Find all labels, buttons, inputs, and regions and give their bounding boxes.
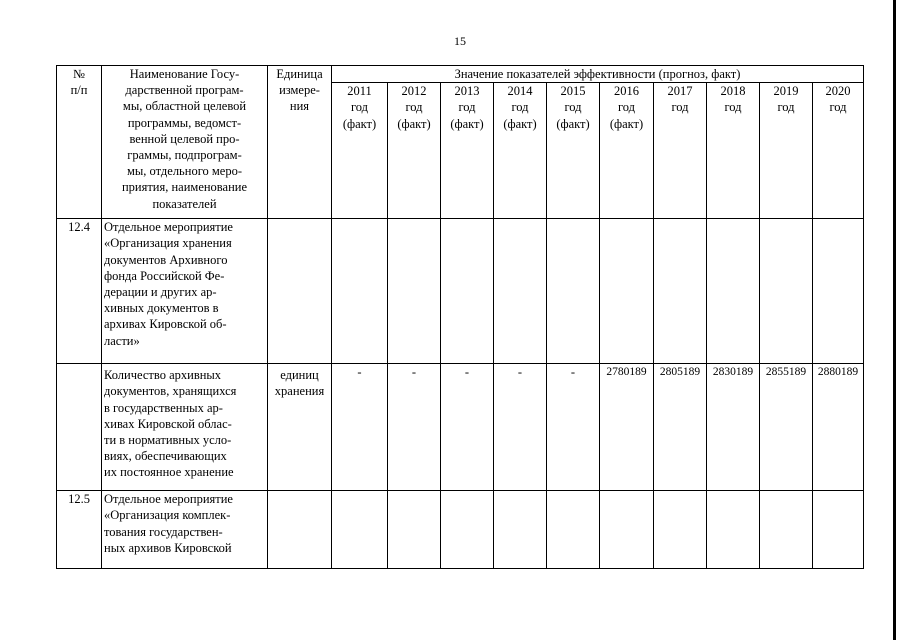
table-row — [57, 491, 864, 569]
value-cell: 2830189 — [707, 364, 760, 491]
col-header-name: Наименование Госу- дарственной програм- мы, областной целевой программы, ведомст- венной целевой про- граммы, подпрограм- мы, отдельного меро- приятия, наименование показателей — [102, 66, 268, 219]
indicators-table — [56, 65, 864, 569]
header-row-top — [57, 66, 864, 83]
year-header: 2018 год — [707, 83, 760, 219]
row-unit — [268, 219, 332, 364]
value-cell — [654, 491, 707, 569]
year-header: 2012 год (факт) — [388, 83, 441, 219]
row-name: Количество архивных документов, хранящихся в государственных ар- хивах Кировской облас- ти в нормативных усло- виях, обеспечивающих их постоянное хранение — [102, 364, 268, 491]
value-cell — [332, 219, 388, 364]
row-number: 12.4 — [57, 219, 102, 364]
value-cell: - — [441, 364, 494, 491]
value-cell: 2880189 — [813, 364, 864, 491]
value-cell — [441, 491, 494, 569]
page-edge-bar — [893, 0, 896, 640]
value-cell — [332, 491, 388, 569]
value-cell: 2780189 — [600, 364, 654, 491]
page-number: 15 — [454, 34, 466, 48]
value-cell — [547, 491, 600, 569]
year-header: 2011 год (факт) — [332, 83, 388, 219]
row-number: 12.5 — [57, 491, 102, 569]
year-header: 2017 год — [654, 83, 707, 219]
year-header: 2015 год (факт) — [547, 83, 600, 219]
value-cell: - — [547, 364, 600, 491]
value-cell — [813, 491, 864, 569]
value-cell — [494, 219, 547, 364]
year-header: 2013 год (факт) — [441, 83, 494, 219]
year-header: 2014 год (факт) — [494, 83, 547, 219]
value-cell — [760, 219, 813, 364]
col-header-num: № п/п — [57, 66, 102, 219]
row-number — [57, 364, 102, 491]
value-cell — [600, 491, 654, 569]
value-cell — [547, 219, 600, 364]
value-cell — [494, 491, 547, 569]
table-row — [57, 364, 864, 491]
row-unit: единиц хранения — [268, 364, 332, 491]
value-cell: - — [332, 364, 388, 491]
year-header: 2019 год — [760, 83, 813, 219]
value-cell — [813, 219, 864, 364]
value-cell: 2805189 — [654, 364, 707, 491]
row-name: Отдельное мероприятие «Организация комплек- тования государствен- ных архивов Кировской — [102, 491, 268, 569]
value-cell — [441, 219, 494, 364]
row-name: Отдельное мероприятие «Организация хранения документов Архивного фонда Российской Фе- дерации и других ар- хивных документов в архивах Кировской об- ласти» — [102, 219, 268, 364]
value-cell — [707, 219, 760, 364]
value-cell — [388, 219, 441, 364]
year-header: 2016 год (факт) — [600, 83, 654, 219]
value-cell — [654, 219, 707, 364]
value-cell — [388, 491, 441, 569]
value-cell: - — [494, 364, 547, 491]
col-header-unit: Единица измере- ния — [268, 66, 332, 219]
value-cell: 2855189 — [760, 364, 813, 491]
value-cell — [760, 491, 813, 569]
col-header-values-group: Значение показателей эффективности (прогноз, факт) — [332, 66, 864, 83]
year-header: 2020 год — [813, 83, 864, 219]
value-cell: - — [388, 364, 441, 491]
table-row — [57, 219, 864, 364]
value-cell — [707, 491, 760, 569]
value-cell — [600, 219, 654, 364]
row-unit — [268, 491, 332, 569]
